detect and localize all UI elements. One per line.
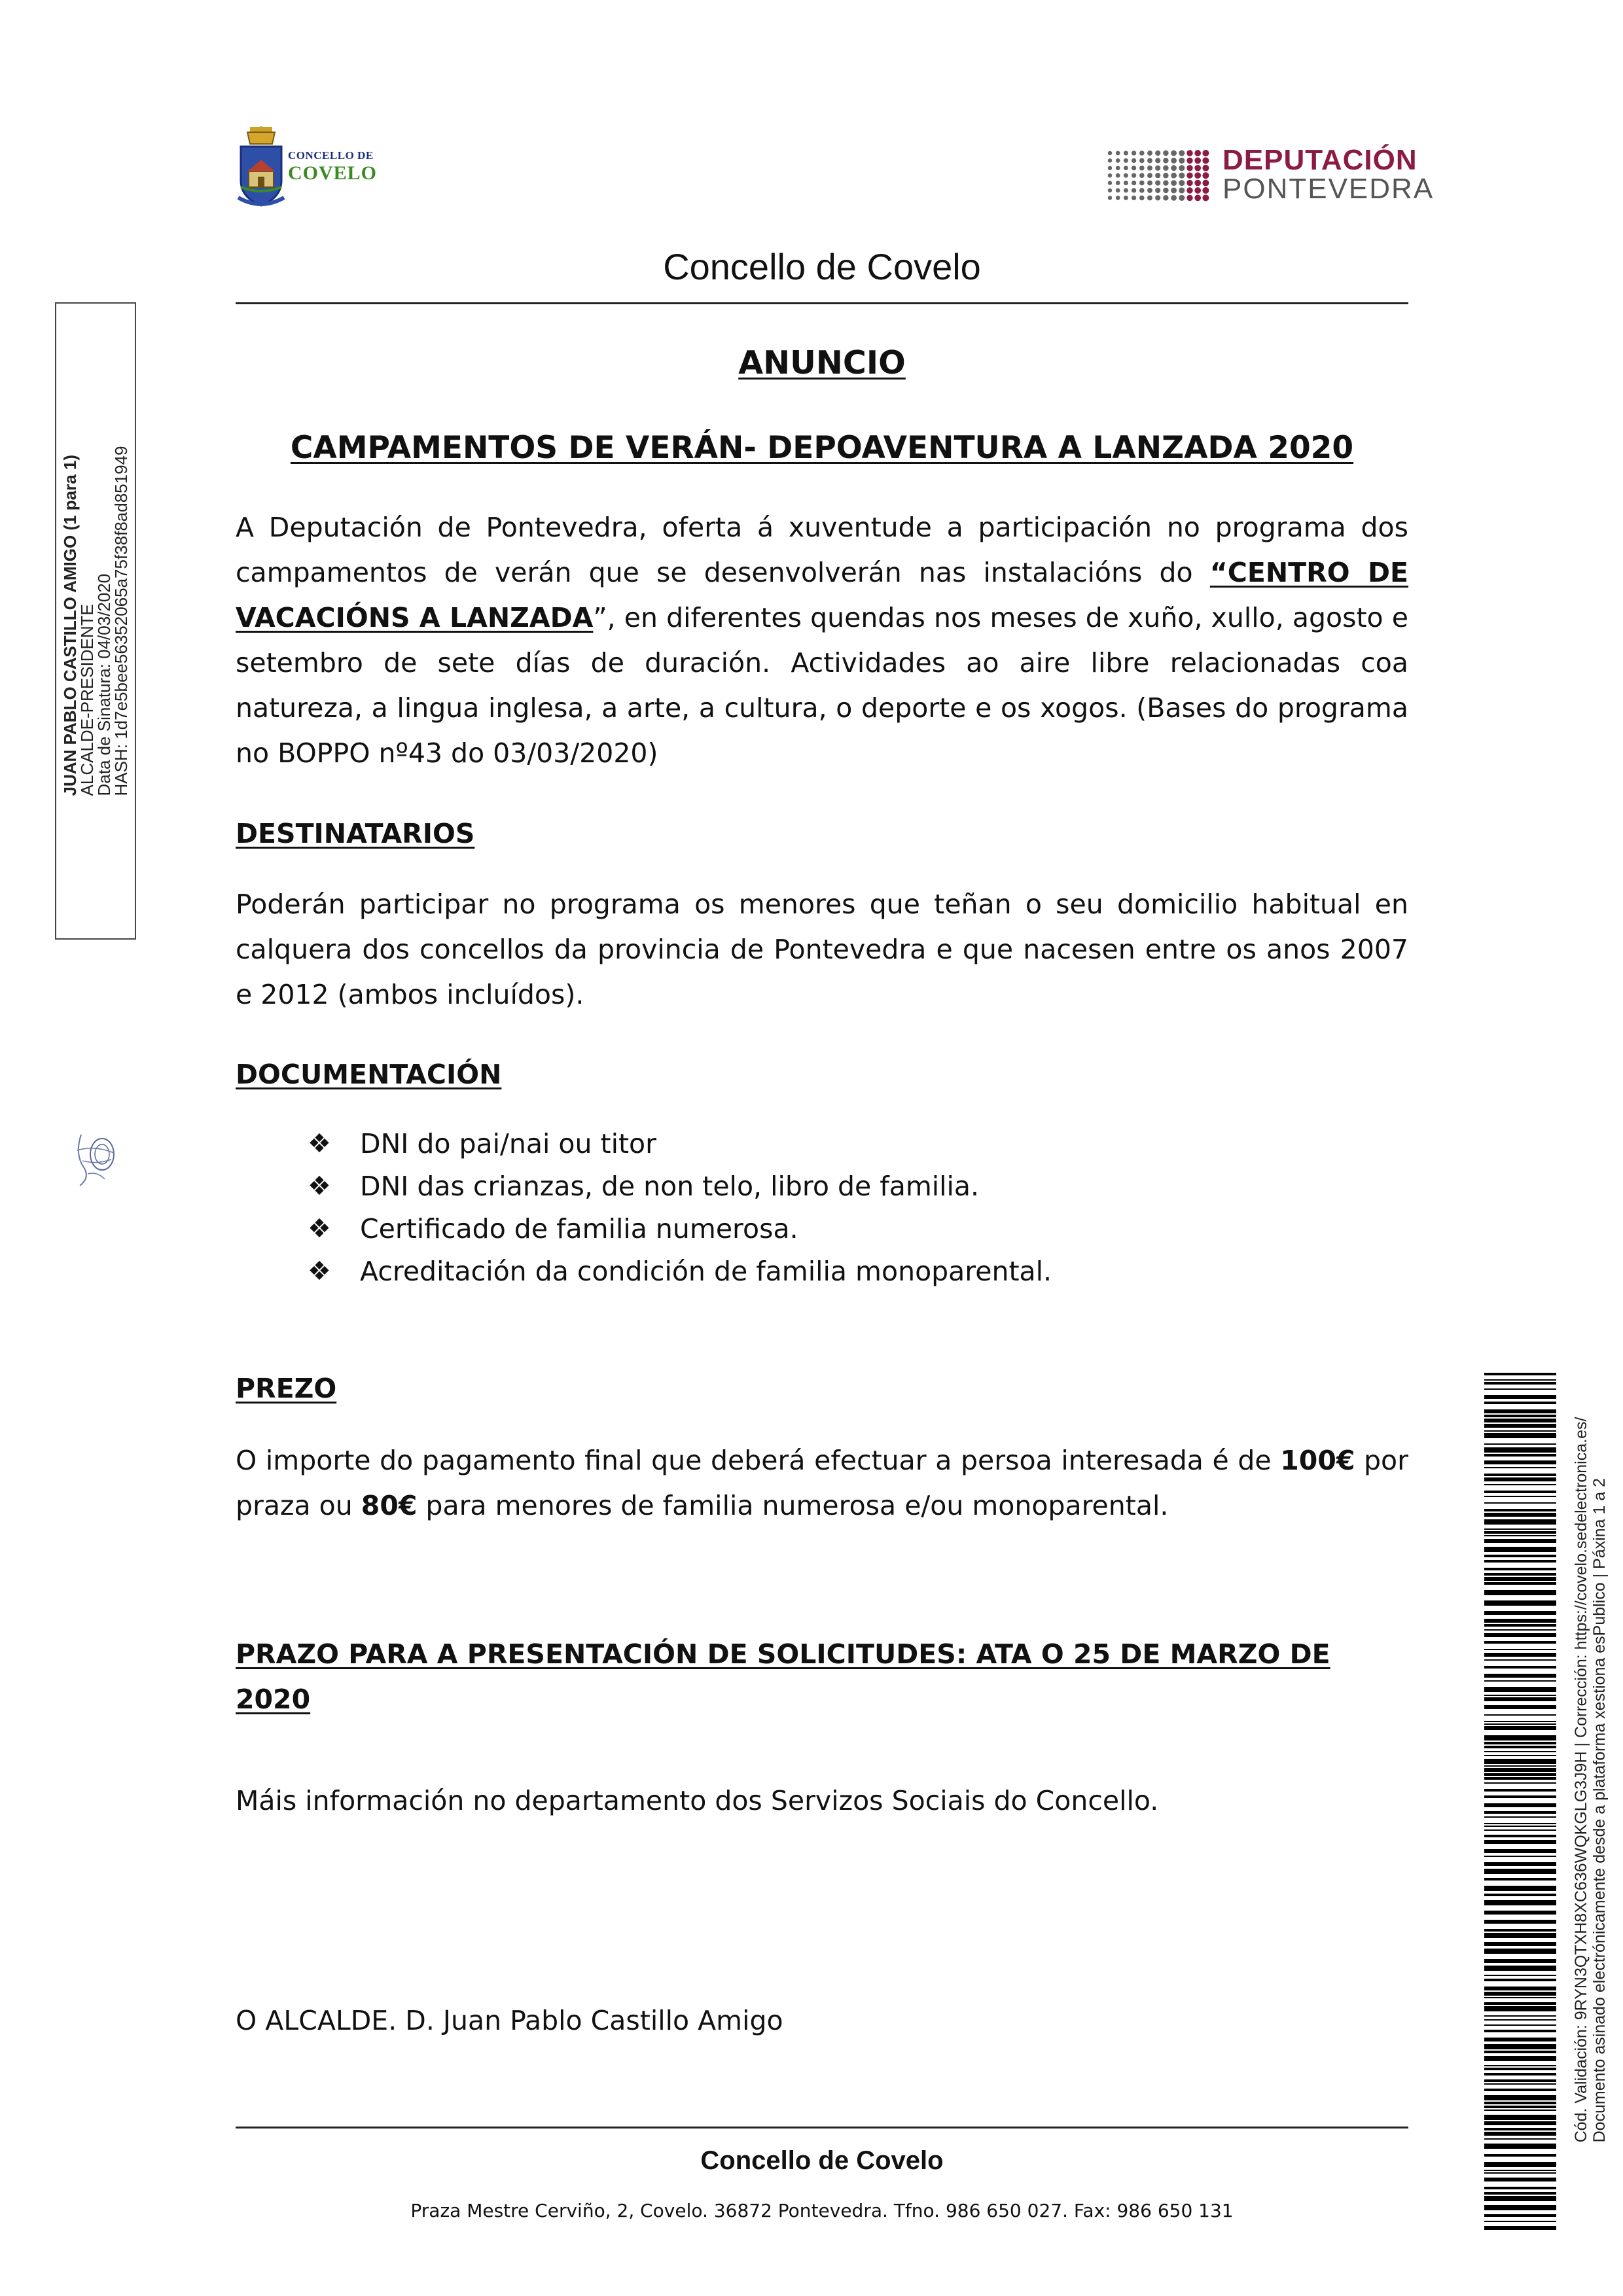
document-title-wrap — [236, 340, 1408, 387]
prazo-wrap — [236, 1632, 1408, 1722]
diamond-bullet-icon: ❖ — [308, 1171, 331, 1201]
prezo-text-3: para menores de familia numerosa e/ou monoparental. — [417, 1490, 1169, 1521]
logo-right-line1: DEPUTACIÓN — [1222, 144, 1418, 176]
coat-of-arms-icon — [236, 124, 287, 209]
stamp-date: Data de Sinatura: 04/03/2020 — [94, 573, 114, 796]
prezo-heading: PREZO — [236, 1373, 337, 1404]
destinatarios-heading-wrap — [236, 811, 1408, 857]
document-subtitle: CAMPAMENTOS DE VERÁN- DEPOAVENTURA A LANZADA 2020 — [290, 430, 1354, 466]
concello-covelo-logo — [236, 124, 386, 216]
list-item-text: DNI do pai/nai ou titor — [360, 1128, 656, 1159]
destinatarios-paragraph: Poderán participar no programa os menores que teñan o seu domicilio habitual en calquera dos concellos da provincia de Pontevedra e que nacesen entre os anos 2007 e 2012 (ambos incluídos). — [236, 889, 1408, 1010]
list-item-text: DNI das crianzas, de non telo, libro de familia. — [360, 1171, 980, 1202]
validation-note: Documento asinado electrónicamente desde a plataforma xestiona esPublico | Páxina 1 a 2 — [1590, 1477, 1609, 2143]
seal-signature-icon — [68, 1122, 123, 1190]
diamond-bullet-icon: ❖ — [308, 1129, 331, 1159]
header-divider — [236, 302, 1408, 304]
list-item-text: Acreditación da condición de familia monoparental. — [360, 1256, 1052, 1287]
diamond-bullet-icon: ❖ — [308, 1256, 331, 1286]
list-item — [308, 1250, 1052, 1293]
destinatarios-heading: DESTINATARIOS — [236, 818, 475, 849]
validation-code: Cód. Validación: 9RYN3QTXH8XC636WQKGLG3J9H | Corrección: https://covelo.sedelectronica.es/ — [1572, 1417, 1590, 2143]
stamp-signer: JUAN PABLO CASTILLO AMIGO (1 para 1) — [60, 454, 80, 796]
intro-text-1: A Deputación de Pontevedra, oferta á xuventude a participación no programa dos campamentos de verán que se desenvolverán nas instalacións do — [236, 512, 1408, 588]
list-item — [308, 1165, 1052, 1208]
documentacion-heading: DOCUMENTACIÓN — [236, 1059, 502, 1090]
prezo-text-1: O importe do pagamento final que deberá efectuar a persoa interesada é de — [236, 1445, 1281, 1476]
prezo-text-2: por praza ou — [236, 1445, 1409, 1521]
document-subtitle-wrap — [236, 425, 1408, 472]
prezo-paragraph — [236, 1438, 1408, 1528]
logo-right-line2: PONTEVEDRA — [1222, 173, 1435, 205]
logo-left-line1: CONCELLO DE — [288, 149, 374, 162]
prazo-deadline: PRAZO PARA A PRESENTACIÓN DE SOLICITUDES: ATA O 25 DE MARZO DE 2020 — [236, 1638, 1330, 1715]
header-title: Concello de Covelo — [663, 246, 981, 287]
intro-paragraph — [236, 505, 1408, 776]
footer-address: Praza Mestre Cerviño, 2, Covelo. 36872 Pontevedra. Tfno. 986 650 027. Fax: 986 650 131 — [410, 2200, 1234, 2221]
signature-stamp — [55, 302, 136, 940]
list-item-text: Certificado de familia numerosa. — [360, 1213, 798, 1245]
documentacion-heading-wrap — [236, 1052, 1408, 1097]
list-item — [308, 1123, 1052, 1165]
intro-text-2: ”, en diferentes quendas nos meses de xuño, xullo, agosto e setembro de sete días de duración. Actividades ao aire libre relacionadas coa natureza, a lingua inglesa, a arte, a cultura, o deporte e os xogos. (Bases do programa no BOPPO nº43 do 03/03/2020) — [236, 602, 1408, 769]
dot-grid-icon — [1106, 149, 1212, 202]
document-title: ANUNCIO — [738, 344, 906, 381]
intro-center-name: “CENTRO DE VACACIÓNS A LANZADA — [236, 557, 1408, 633]
deputacion-pontevedra-logo — [1106, 144, 1435, 205]
footer-org: Concello de Covelo — [700, 2146, 944, 2175]
info-line: Máis información no departamento dos Servizos Sociais do Concello. — [236, 1785, 1159, 1816]
documentacion-list — [308, 1123, 1052, 1293]
prezo-amount-2: 80€ — [361, 1490, 418, 1521]
signature-line: O ALCALDE. D. Juan Pablo Castillo Amigo — [236, 2005, 783, 2036]
footer-divider — [236, 2127, 1408, 2128]
stamp-role: ALCALDE-PRESIDENTE — [77, 604, 97, 796]
barcode — [1484, 1373, 1556, 2230]
list-item — [308, 1208, 1052, 1250]
prezo-amount-1: 100€ — [1280, 1445, 1355, 1476]
stamp-hash: HASH: 1d7e5bee56352065a75f38f8ad851949 — [111, 446, 131, 796]
diamond-bullet-icon: ❖ — [308, 1214, 331, 1244]
logo-left-line2: COVELO — [288, 162, 378, 184]
prezo-heading-wrap — [236, 1366, 1408, 1411]
